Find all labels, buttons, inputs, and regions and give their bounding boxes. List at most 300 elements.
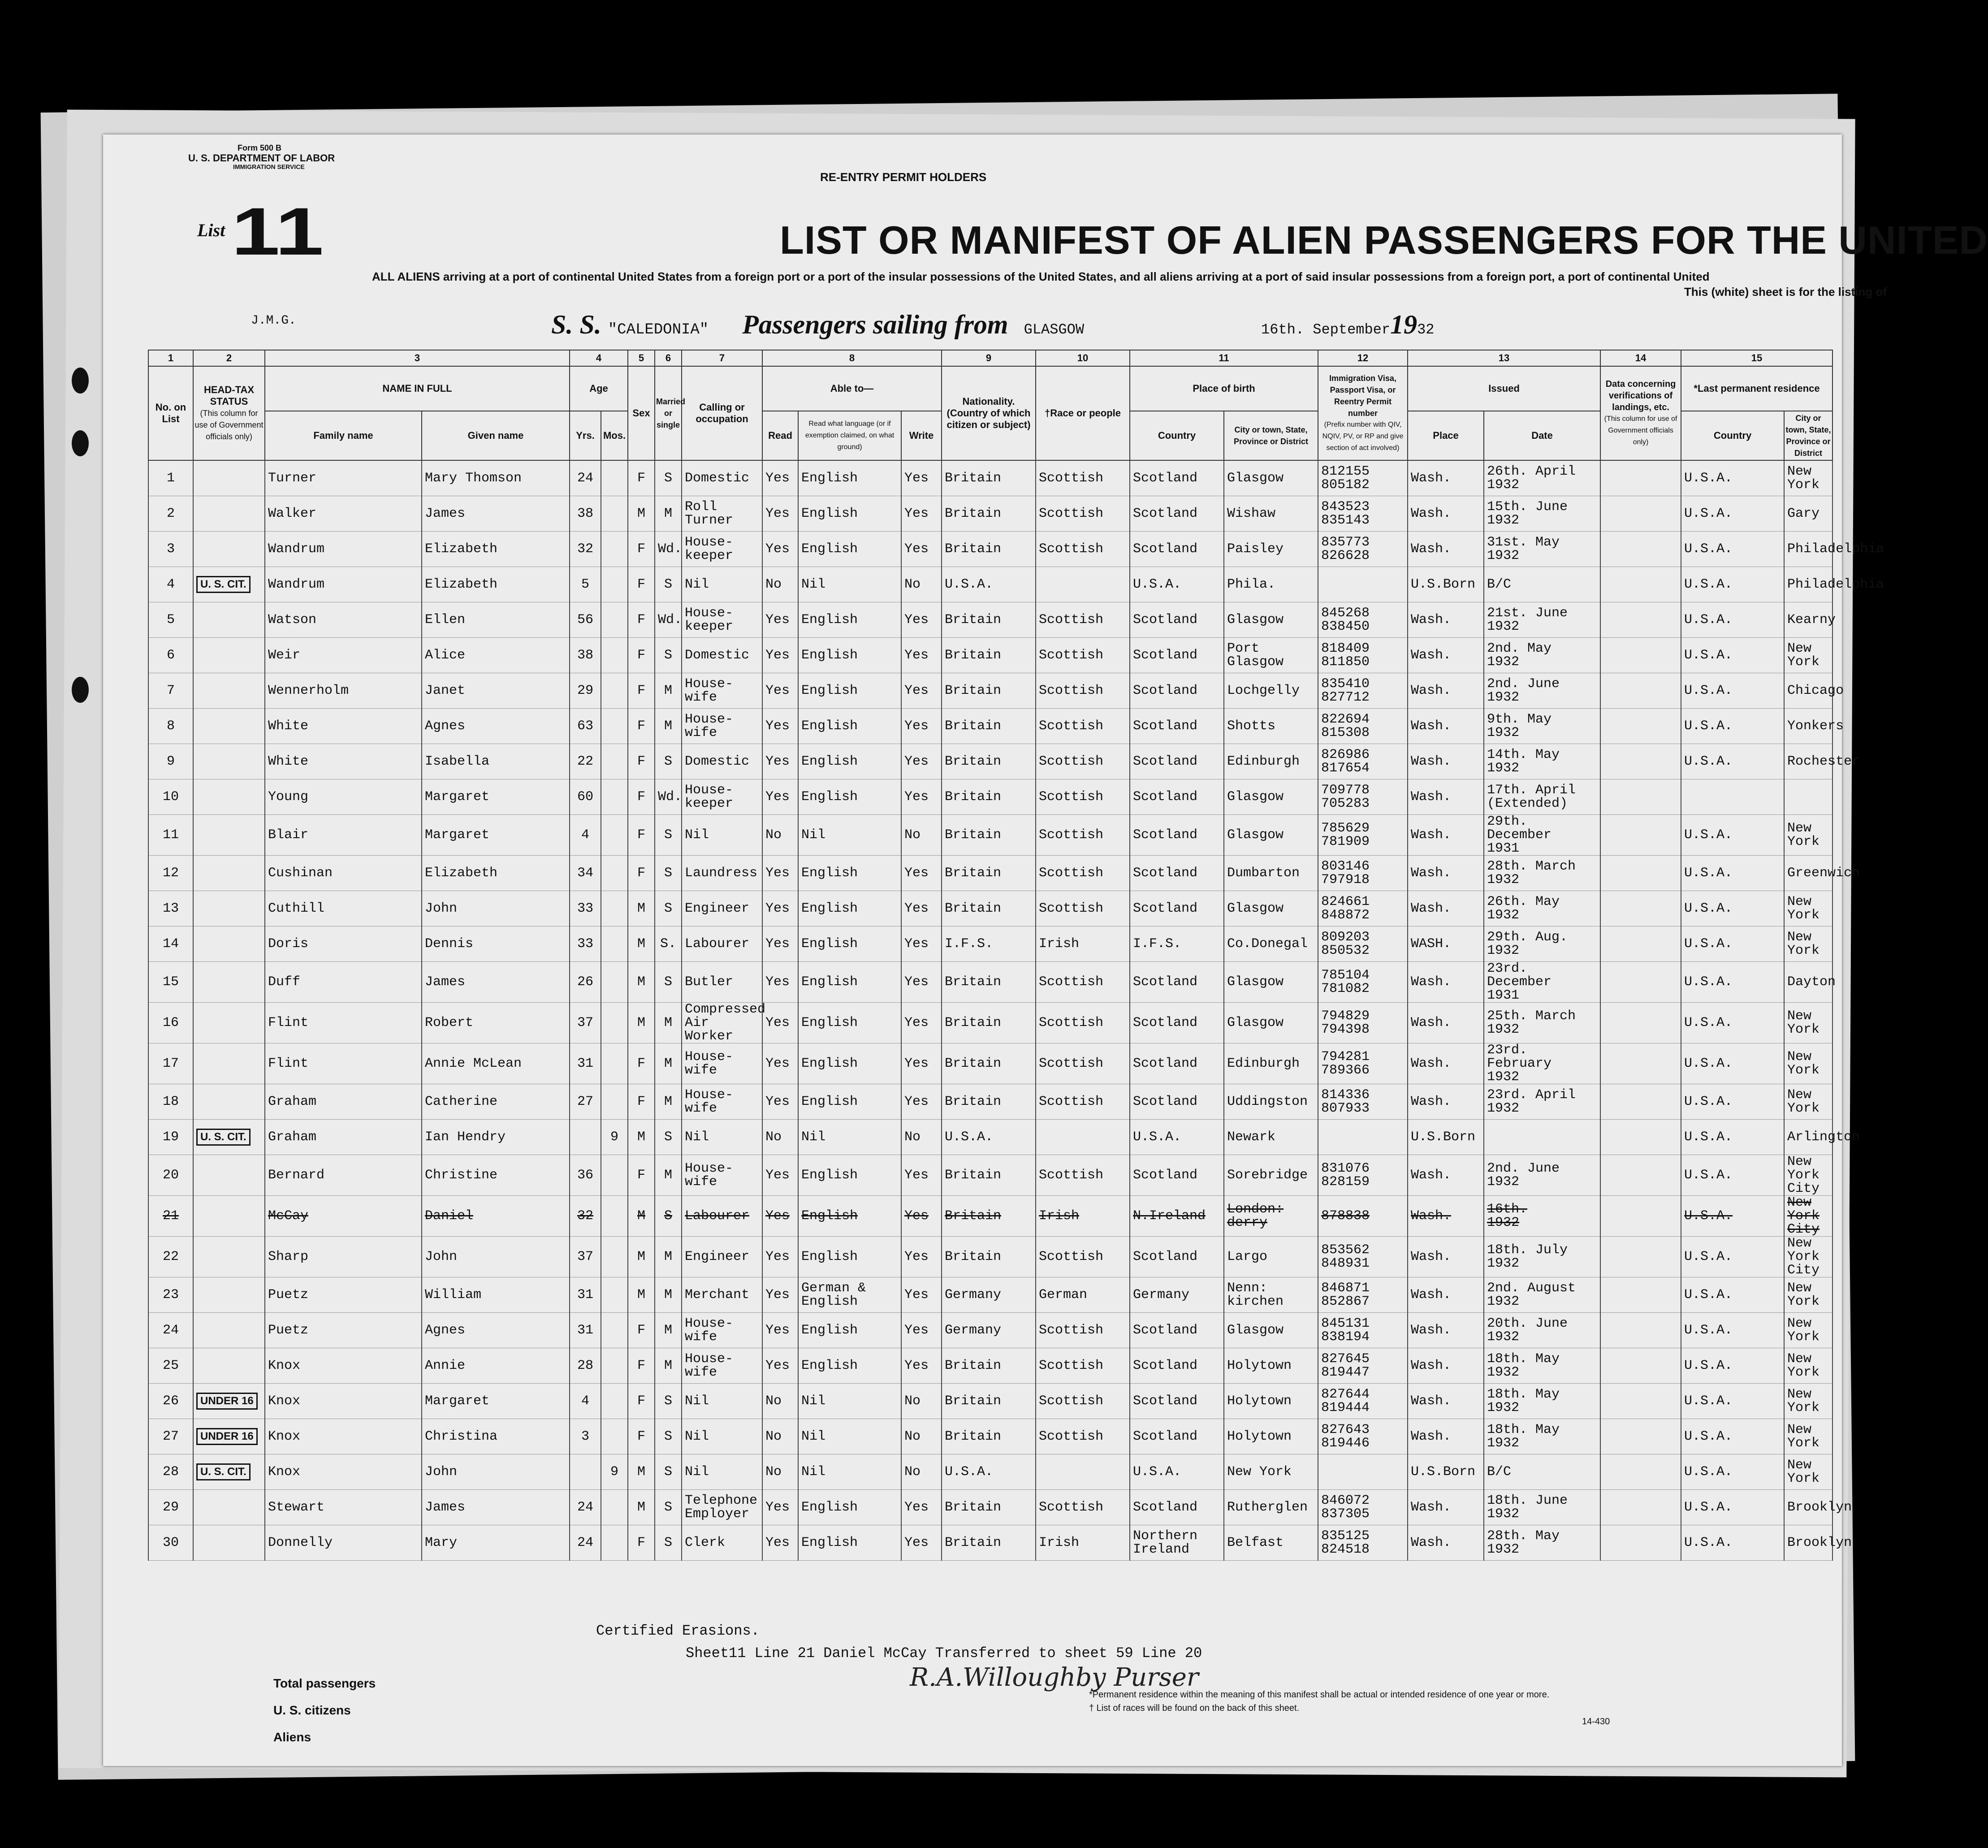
cell-given: Annie bbox=[422, 1348, 570, 1384]
cell-no: 26 bbox=[148, 1384, 193, 1419]
cell-city: Glasgow bbox=[1224, 1313, 1318, 1348]
table-row bbox=[148, 962, 1832, 1003]
port-name: GLASGOW bbox=[1024, 321, 1085, 338]
table-row bbox=[148, 1043, 1832, 1084]
cell-date: 17th. April (Extended) bbox=[1484, 779, 1600, 815]
cell-occ: House- wife bbox=[682, 1348, 762, 1384]
form-code: 14-430 bbox=[1582, 1717, 1610, 1727]
cell-rc: U.S.A. bbox=[1681, 856, 1784, 891]
cell-city: Glasgow bbox=[1224, 962, 1318, 1003]
cell-rcity: New York bbox=[1784, 460, 1832, 496]
cell-rc: U.S.A. bbox=[1681, 496, 1784, 532]
cell-write: No bbox=[901, 567, 942, 602]
cell-city: Holytown bbox=[1224, 1419, 1318, 1454]
cell-visa: 853562 848931 bbox=[1318, 1237, 1408, 1277]
cell-city: Sorebridge bbox=[1224, 1155, 1318, 1196]
cell-city: Phila. bbox=[1224, 567, 1318, 602]
cell-sex: F bbox=[628, 744, 655, 779]
cell-nat: Britain bbox=[942, 1384, 1036, 1419]
cell-race: Scottish bbox=[1036, 779, 1130, 815]
cell-nat: Britain bbox=[942, 1348, 1036, 1384]
cell-verification bbox=[1600, 638, 1681, 673]
cell-nat: Britain bbox=[942, 891, 1036, 926]
cell-family: Puetz bbox=[265, 1313, 422, 1348]
cell-rc: U.S.A. bbox=[1681, 602, 1784, 638]
cell-place: Wash. bbox=[1408, 1043, 1484, 1084]
cell-rcity: New York City bbox=[1784, 1155, 1832, 1196]
cell-no: 4 bbox=[148, 567, 193, 602]
cell-verification bbox=[1600, 496, 1681, 532]
cell-rcity: New York bbox=[1784, 1384, 1832, 1419]
cell-rc: U.S.A. bbox=[1681, 1237, 1784, 1277]
cell-rc: U.S.A. bbox=[1681, 1277, 1784, 1313]
col-num: 2 bbox=[193, 350, 265, 366]
cell-yrs: 33 bbox=[570, 926, 601, 962]
cell-visa: 831076 828159 bbox=[1318, 1155, 1408, 1196]
cell-given: John bbox=[422, 1237, 570, 1277]
cell-mos bbox=[601, 1384, 628, 1419]
cell-visa: 709778 705283 bbox=[1318, 779, 1408, 815]
cell-date: 20th. June 1932 bbox=[1484, 1313, 1600, 1348]
cell-mos bbox=[601, 815, 628, 856]
cell-family: Wennerholm bbox=[265, 673, 422, 709]
cell-given: Mary Thomson bbox=[422, 460, 570, 496]
cell-city: Rutherglen bbox=[1224, 1490, 1318, 1525]
cell-given: Mary bbox=[422, 1525, 570, 1561]
cell-country: Scotland bbox=[1130, 1490, 1224, 1525]
cell-head-tax bbox=[193, 1313, 265, 1348]
cell-mos bbox=[601, 1237, 628, 1277]
col-num: 7 bbox=[682, 350, 762, 366]
cell-head-tax bbox=[193, 673, 265, 709]
cell-rc: U.S.A. bbox=[1681, 567, 1784, 602]
cell-country: Scotland bbox=[1130, 1084, 1224, 1120]
cell-city: Glasgow bbox=[1224, 1003, 1318, 1043]
cell-ms: M bbox=[655, 673, 682, 709]
cell-lang: English bbox=[798, 1084, 901, 1120]
cell-yrs: 22 bbox=[570, 744, 601, 779]
cell-race: Scottish bbox=[1036, 1384, 1130, 1419]
cell-family: Turner bbox=[265, 460, 422, 496]
cell-nat: Britain bbox=[942, 1196, 1036, 1237]
cell-visa bbox=[1318, 567, 1408, 602]
cell-mos bbox=[601, 779, 628, 815]
cell-family: Graham bbox=[265, 1120, 422, 1155]
cell-mos bbox=[601, 532, 628, 567]
cell-yrs: 24 bbox=[570, 460, 601, 496]
cell-rcity: New York bbox=[1784, 815, 1832, 856]
cell-rcity: New York bbox=[1784, 638, 1832, 673]
cell-date: 9th. May 1932 bbox=[1484, 709, 1600, 744]
cell-occ: Nil bbox=[682, 567, 762, 602]
header-read-language: Read what language (or if exemption claimed, on what ground) bbox=[798, 411, 901, 460]
cell-no: 7 bbox=[148, 673, 193, 709]
cell-family: Graham bbox=[265, 1084, 422, 1120]
cell-city: New York bbox=[1224, 1454, 1318, 1490]
list-label: List bbox=[197, 220, 225, 240]
cell-sex: F bbox=[628, 1043, 655, 1084]
cell-sex: M bbox=[628, 926, 655, 962]
cell-city: Co.Donegal bbox=[1224, 926, 1318, 962]
cell-lang: Nil bbox=[798, 815, 901, 856]
cell-country: Scotland bbox=[1130, 1003, 1224, 1043]
cell-yrs bbox=[570, 1120, 601, 1155]
cell-sex: F bbox=[628, 1084, 655, 1120]
cell-visa: 846072 837305 bbox=[1318, 1490, 1408, 1525]
cell-city: Largo bbox=[1224, 1237, 1318, 1277]
table-row bbox=[148, 856, 1832, 891]
cell-given: Margaret bbox=[422, 815, 570, 856]
table-row bbox=[148, 673, 1832, 709]
cell-race: German bbox=[1036, 1277, 1130, 1313]
column-number-row bbox=[148, 350, 1832, 366]
cell-visa: 835125 824518 bbox=[1318, 1525, 1408, 1561]
cell-family: Bernard bbox=[265, 1155, 422, 1196]
cell-country: Scotland bbox=[1130, 1043, 1224, 1084]
header-sex: Sex bbox=[628, 366, 655, 460]
cell-rc bbox=[1681, 779, 1784, 815]
cell-rc: U.S.A. bbox=[1681, 1490, 1784, 1525]
cell-rcity: New York bbox=[1784, 926, 1832, 962]
cell-verification bbox=[1600, 673, 1681, 709]
header-visa bbox=[1318, 366, 1408, 460]
cell-given: Agnes bbox=[422, 709, 570, 744]
cell-sex: F bbox=[628, 460, 655, 496]
cell-place: Wash. bbox=[1408, 1313, 1484, 1348]
cell-place: Wash. bbox=[1408, 1490, 1484, 1525]
cell-visa: 803146 797918 bbox=[1318, 856, 1408, 891]
cell-head-tax bbox=[193, 1277, 265, 1313]
cell-occ: Labourer bbox=[682, 1196, 762, 1237]
cell-nat: Germany bbox=[942, 1277, 1036, 1313]
cell-no: 8 bbox=[148, 709, 193, 744]
cell-read: Yes bbox=[762, 496, 798, 532]
cell-read: Yes bbox=[762, 1313, 798, 1348]
cell-no: 11 bbox=[148, 815, 193, 856]
cell-lang: English bbox=[798, 1196, 901, 1237]
cell-nat: Britain bbox=[942, 602, 1036, 638]
cell-family: Wandrum bbox=[265, 567, 422, 602]
cell-occ: Butler bbox=[682, 962, 762, 1003]
cell-occ: Roll Turner bbox=[682, 496, 762, 532]
cell-family: Wandrum bbox=[265, 532, 422, 567]
cell-date: 14th. May 1932 bbox=[1484, 744, 1600, 779]
cell-family: White bbox=[265, 709, 422, 744]
cell-head-tax bbox=[193, 744, 265, 779]
cell-no: 25 bbox=[148, 1348, 193, 1384]
cell-write: Yes bbox=[901, 709, 942, 744]
cell-city: Holytown bbox=[1224, 1384, 1318, 1419]
cell-sex: F bbox=[628, 638, 655, 673]
cell-ms: S bbox=[655, 1525, 682, 1561]
cell-race: Scottish bbox=[1036, 891, 1130, 926]
table-row bbox=[148, 1120, 1832, 1155]
cell-visa bbox=[1318, 1454, 1408, 1490]
cell-rc: U.S.A. bbox=[1681, 709, 1784, 744]
cell-sex: F bbox=[628, 1384, 655, 1419]
cell-family: Knox bbox=[265, 1348, 422, 1384]
table-row bbox=[148, 638, 1832, 673]
cell-ms: S bbox=[655, 1419, 682, 1454]
cell-yrs: 27 bbox=[570, 1084, 601, 1120]
cell-yrs: 56 bbox=[570, 602, 601, 638]
cell-head-tax bbox=[193, 1237, 265, 1277]
cell-rc: U.S.A. bbox=[1681, 460, 1784, 496]
head-tax-stamp: U. S. CIT. bbox=[196, 1463, 251, 1480]
cell-nat: Britain bbox=[942, 962, 1036, 1003]
cell-country: Scotland bbox=[1130, 638, 1224, 673]
cell-ms: Wd. bbox=[655, 602, 682, 638]
cell-mos: 9 bbox=[601, 1454, 628, 1490]
cell-mos bbox=[601, 1084, 628, 1120]
table-row bbox=[148, 1490, 1832, 1525]
cell-visa: 785104 781082 bbox=[1318, 962, 1408, 1003]
cell-given: Daniel bbox=[422, 1196, 570, 1237]
cell-write: Yes bbox=[901, 856, 942, 891]
cell-ms: M bbox=[655, 709, 682, 744]
cell-city: Edinburgh bbox=[1224, 1043, 1318, 1084]
table-row bbox=[148, 1003, 1832, 1043]
cell-nat: Britain bbox=[942, 1043, 1036, 1084]
cell-rcity: New York bbox=[1784, 891, 1832, 926]
cell-city: Glasgow bbox=[1224, 815, 1318, 856]
cell-given: Robert bbox=[422, 1003, 570, 1043]
cell-write: No bbox=[901, 1419, 942, 1454]
cell-visa: 827645 819447 bbox=[1318, 1348, 1408, 1384]
cell-verification bbox=[1600, 926, 1681, 962]
cell-mos bbox=[601, 856, 628, 891]
cell-ms: M bbox=[655, 1084, 682, 1120]
cell-race bbox=[1036, 1120, 1130, 1155]
cell-no: 29 bbox=[148, 1490, 193, 1525]
cell-lang: English bbox=[798, 638, 901, 673]
cell-read: Yes bbox=[762, 856, 798, 891]
cell-rcity: Arlington bbox=[1784, 1120, 1832, 1155]
cell-nat: Britain bbox=[942, 1237, 1036, 1277]
cell-date: 25th. March 1932 bbox=[1484, 1003, 1600, 1043]
cell-head-tax bbox=[193, 1003, 265, 1043]
cell-country: Scotland bbox=[1130, 1348, 1224, 1384]
cell-mos bbox=[601, 926, 628, 962]
cell-date: 2nd. June 1932 bbox=[1484, 1155, 1600, 1196]
cell-rc: U.S.A. bbox=[1681, 1043, 1784, 1084]
cell-yrs: 26 bbox=[570, 962, 601, 1003]
cell-rcity: New York City bbox=[1784, 1237, 1832, 1277]
cell-family: Cuthill bbox=[265, 891, 422, 926]
cell-city: Dumbarton bbox=[1224, 856, 1318, 891]
cell-place: Wash. bbox=[1408, 638, 1484, 673]
cell-race: Scottish bbox=[1036, 496, 1130, 532]
cell-head-tax bbox=[193, 602, 265, 638]
page-title: LIST OR MANIFEST OF ALIEN PASSENGERS FOR THE UNITED bbox=[780, 218, 1988, 262]
binder-hole bbox=[72, 430, 89, 456]
table-row bbox=[148, 1454, 1832, 1490]
cell-verification bbox=[1600, 567, 1681, 602]
cell-occ: Domestic bbox=[682, 638, 762, 673]
cell-country: Scotland bbox=[1130, 673, 1224, 709]
cell-occ: Nil bbox=[682, 1384, 762, 1419]
cell-verification bbox=[1600, 1043, 1681, 1084]
cell-head-tax bbox=[193, 1490, 265, 1525]
cell-date: 29th. Aug. 1932 bbox=[1484, 926, 1600, 962]
header-married: Married or single bbox=[655, 366, 682, 460]
cell-head-tax bbox=[193, 1348, 265, 1384]
cell-visa: 794829 794398 bbox=[1318, 1003, 1408, 1043]
cell-sex: F bbox=[628, 1313, 655, 1348]
cell-rcity: New York bbox=[1784, 1003, 1832, 1043]
cell-rcity: Greenwich bbox=[1784, 856, 1832, 891]
cell-yrs: 28 bbox=[570, 1348, 601, 1384]
cell-sex: M bbox=[628, 1196, 655, 1237]
reentry-heading: RE-ENTRY PERMIT HOLDERS bbox=[820, 170, 987, 184]
col-num: 1 bbox=[148, 350, 193, 366]
cell-head-tax bbox=[193, 638, 265, 673]
table-row bbox=[148, 532, 1832, 567]
cell-sex: F bbox=[628, 815, 655, 856]
cell-read: Yes bbox=[762, 1003, 798, 1043]
cell-race: Scottish bbox=[1036, 744, 1130, 779]
col-num: 3 bbox=[265, 350, 570, 366]
cell-lang: German & English bbox=[798, 1277, 901, 1313]
cell-rcity: Yonkers bbox=[1784, 709, 1832, 744]
cell-verification bbox=[1600, 460, 1681, 496]
cell-place: Wash. bbox=[1408, 1003, 1484, 1043]
cell-verification bbox=[1600, 744, 1681, 779]
cell-rc: U.S.A. bbox=[1681, 1419, 1784, 1454]
cell-occ: Domestic bbox=[682, 744, 762, 779]
form-number: Form 500 B bbox=[238, 143, 282, 152]
cell-given: Elizabeth bbox=[422, 532, 570, 567]
cell-rc: U.S.A. bbox=[1681, 638, 1784, 673]
cell-place: U.S.Born bbox=[1408, 1120, 1484, 1155]
cell-city: Belfast bbox=[1224, 1525, 1318, 1561]
header-verification-note: (This column for use of Government officials only) bbox=[1604, 415, 1677, 446]
cell-write: Yes bbox=[901, 1525, 942, 1561]
cell-ms: S bbox=[655, 638, 682, 673]
cell-read: Yes bbox=[762, 673, 798, 709]
cell-sex: F bbox=[628, 1419, 655, 1454]
cell-country: Scotland bbox=[1130, 532, 1224, 567]
cell-write: Yes bbox=[901, 1313, 942, 1348]
header-head-tax bbox=[193, 366, 265, 460]
purser-signature: R.A.Willoughby Purser bbox=[910, 1663, 1199, 1692]
cell-rc: U.S.A. bbox=[1681, 1525, 1784, 1561]
cell-read: Yes bbox=[762, 1277, 798, 1313]
cell-rcity: New York bbox=[1784, 1313, 1832, 1348]
total-passengers-label: Total passengers bbox=[273, 1676, 376, 1690]
cell-given: Dennis bbox=[422, 926, 570, 962]
cell-read: Yes bbox=[762, 779, 798, 815]
cell-country: Scotland bbox=[1130, 1237, 1224, 1277]
cell-verification bbox=[1600, 815, 1681, 856]
cell-no: 3 bbox=[148, 532, 193, 567]
cell-date: 21st. June 1932 bbox=[1484, 602, 1600, 638]
cell-lang: English bbox=[798, 891, 901, 926]
cell-date: 2nd. June 1932 bbox=[1484, 673, 1600, 709]
cell-read: Yes bbox=[762, 709, 798, 744]
cell-lang: English bbox=[798, 1525, 901, 1561]
header-head-tax-note: (This column for use of Government officials only) bbox=[194, 409, 264, 441]
cell-date: 31st. May 1932 bbox=[1484, 532, 1600, 567]
cell-yrs: 32 bbox=[570, 532, 601, 567]
cell-given: John bbox=[422, 891, 570, 926]
cell-read: Yes bbox=[762, 962, 798, 1003]
cell-rcity: Gary bbox=[1784, 496, 1832, 532]
cell-sex: F bbox=[628, 1525, 655, 1561]
cell-visa: 878838 bbox=[1318, 1196, 1408, 1237]
cell-given: Christine bbox=[422, 1155, 570, 1196]
cell-country: Scotland bbox=[1130, 709, 1224, 744]
cell-mos: 9 bbox=[601, 1120, 628, 1155]
binder-hole bbox=[72, 677, 89, 703]
cell-yrs: 37 bbox=[570, 1237, 601, 1277]
cell-sex: M bbox=[628, 1120, 655, 1155]
header-birth-city: City or town, State, Province or District bbox=[1224, 411, 1318, 460]
cell-lang: English bbox=[798, 460, 901, 496]
race-footnote: † List of races will be found on the back of this sheet. bbox=[1089, 1703, 1300, 1713]
cell-verification bbox=[1600, 1003, 1681, 1043]
cell-given: William bbox=[422, 1277, 570, 1313]
cell-write: Yes bbox=[901, 926, 942, 962]
cell-country: I.F.S. bbox=[1130, 926, 1224, 962]
cell-family: Watson bbox=[265, 602, 422, 638]
cell-ms: Wd. bbox=[655, 532, 682, 567]
cell-mos bbox=[601, 1525, 628, 1561]
cell-country: Scotland bbox=[1130, 460, 1224, 496]
cell-family: Stewart bbox=[265, 1490, 422, 1525]
cell-country: Northern Ireland bbox=[1130, 1525, 1224, 1561]
cell-read: Yes bbox=[762, 638, 798, 673]
cell-lang: English bbox=[798, 532, 901, 567]
cell-race: Scottish bbox=[1036, 709, 1130, 744]
cell-write: Yes bbox=[901, 460, 942, 496]
cell-head-tax bbox=[193, 1454, 265, 1490]
table-row bbox=[148, 1384, 1832, 1419]
cell-lang: English bbox=[798, 1155, 901, 1196]
cell-verification bbox=[1600, 1277, 1681, 1313]
col-num: 11 bbox=[1130, 350, 1318, 366]
cell-date: 26th. May 1932 bbox=[1484, 891, 1600, 926]
cell-visa: 845268 838450 bbox=[1318, 602, 1408, 638]
cell-no: 2 bbox=[148, 496, 193, 532]
cell-visa: 822694 815308 bbox=[1318, 709, 1408, 744]
cell-ms: S bbox=[655, 962, 682, 1003]
cell-lang: Nil bbox=[798, 567, 901, 602]
cell-write: Yes bbox=[901, 779, 942, 815]
cell-sex: F bbox=[628, 709, 655, 744]
cell-lang: English bbox=[798, 779, 901, 815]
cell-date: 26th. April 1932 bbox=[1484, 460, 1600, 496]
cell-head-tax bbox=[193, 460, 265, 496]
cell-date: 18th. May 1932 bbox=[1484, 1348, 1600, 1384]
cell-write: Yes bbox=[901, 1043, 942, 1084]
cell-write: Yes bbox=[901, 1084, 942, 1120]
table-row bbox=[148, 1313, 1832, 1348]
cell-occ: House- wife bbox=[682, 1155, 762, 1196]
cell-read: Yes bbox=[762, 926, 798, 962]
cell-occ: House- wife bbox=[682, 1313, 762, 1348]
cell-mos bbox=[601, 744, 628, 779]
cell-place: Wash. bbox=[1408, 1277, 1484, 1313]
cell-country: U.S.A. bbox=[1130, 1120, 1224, 1155]
cell-visa: 809203 850532 bbox=[1318, 926, 1408, 962]
cell-write: No bbox=[901, 1384, 942, 1419]
cell-visa: 835773 826628 bbox=[1318, 532, 1408, 567]
cell-read: Yes bbox=[762, 1237, 798, 1277]
cell-mos bbox=[601, 1196, 628, 1237]
col-num: 13 bbox=[1408, 350, 1600, 366]
table-row bbox=[148, 1155, 1832, 1196]
